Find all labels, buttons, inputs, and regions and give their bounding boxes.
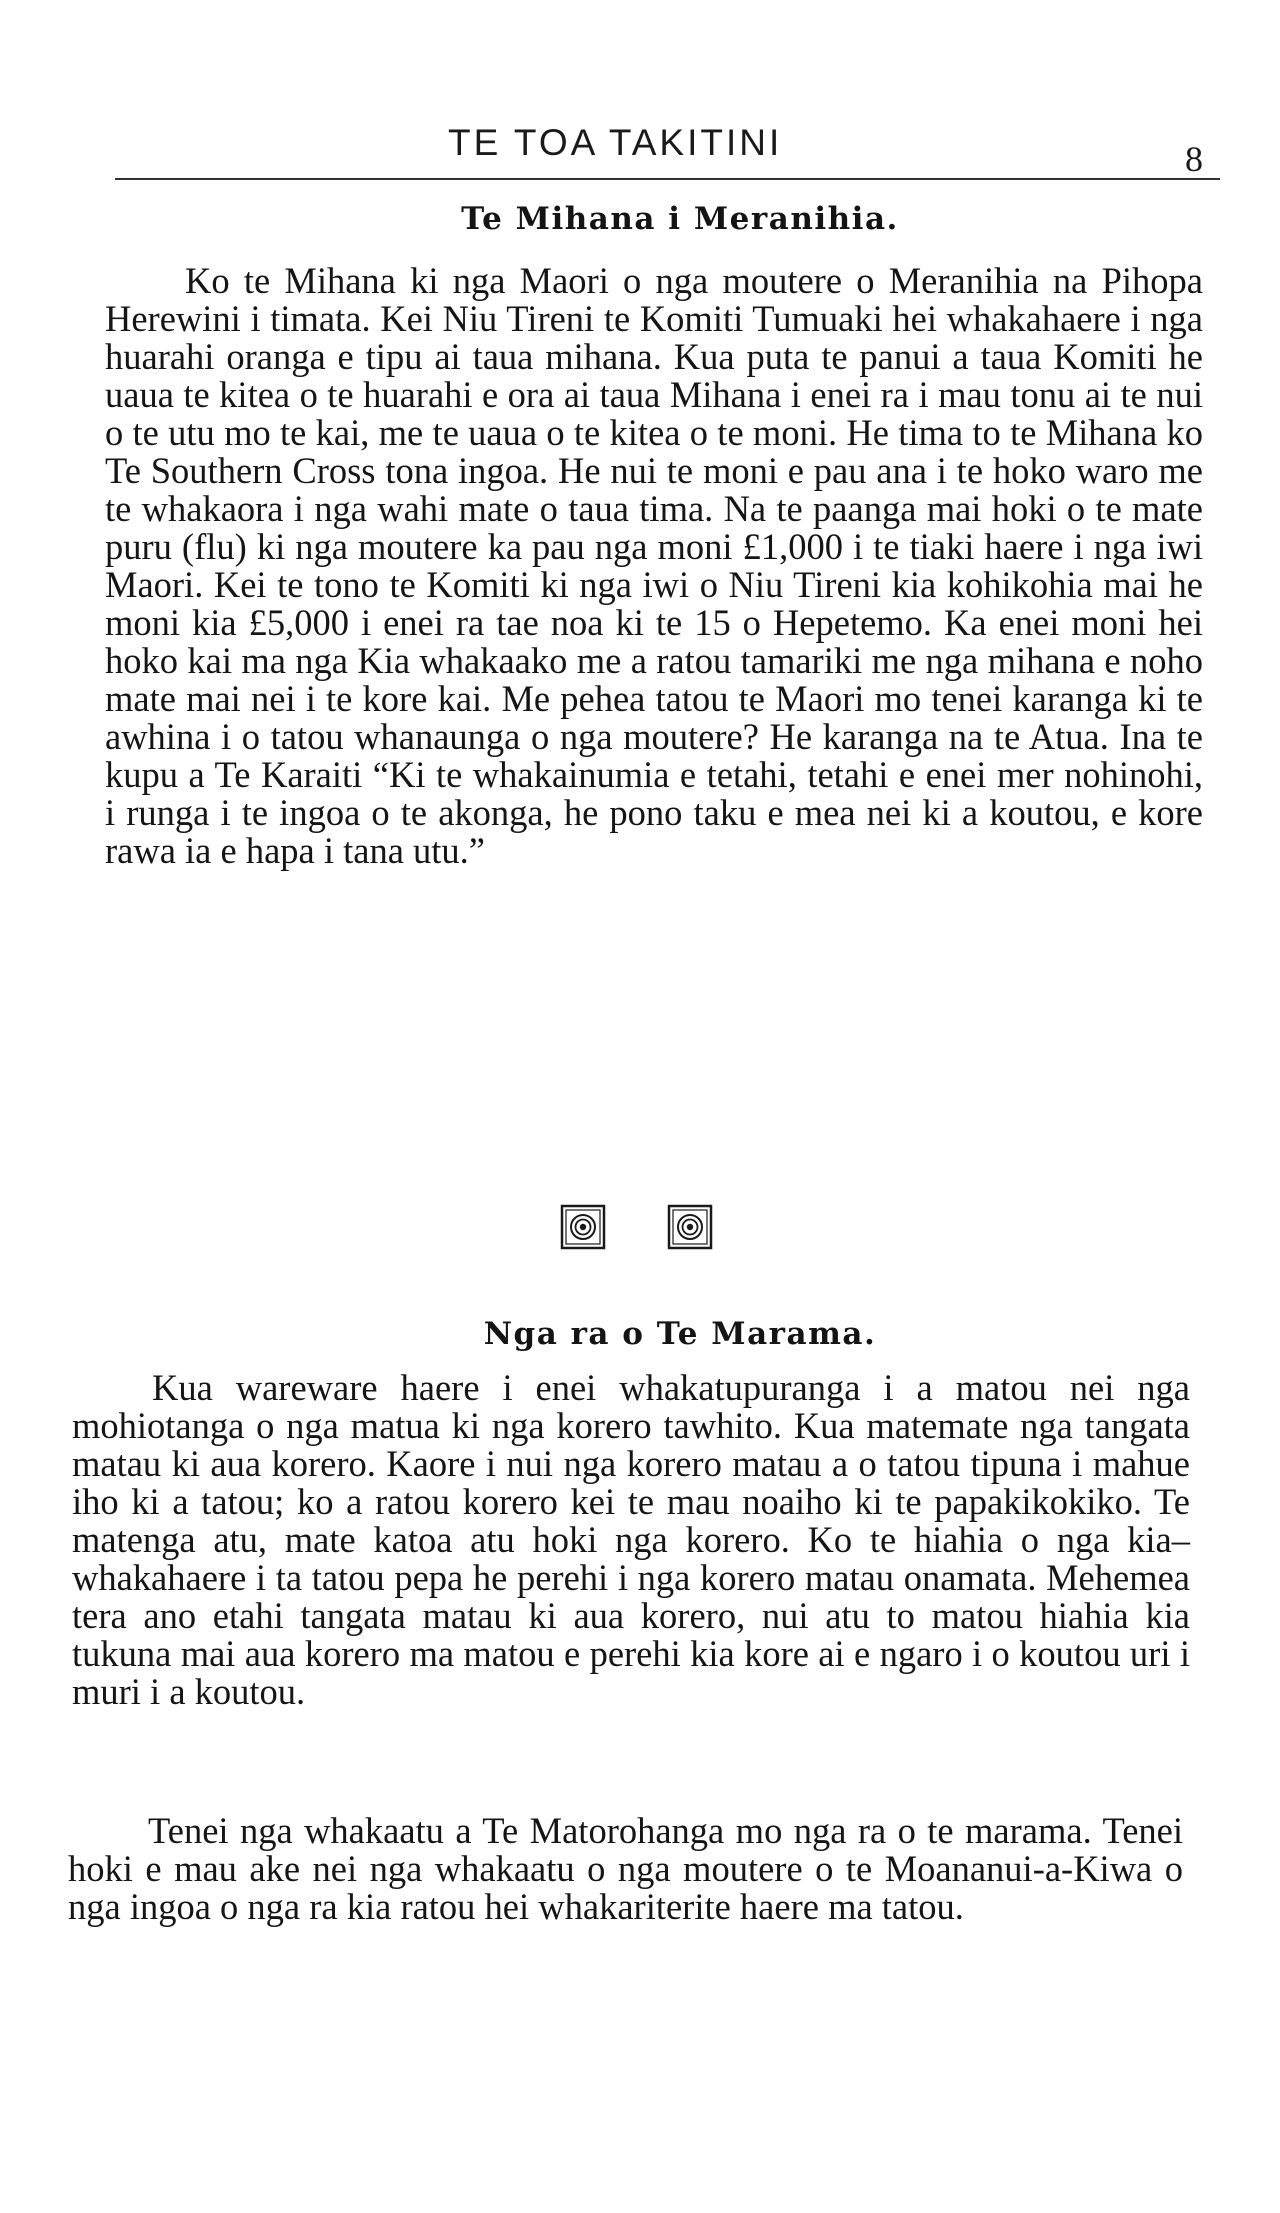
section-heading-nga-ra: Nga ra o Te Marama. (483, 1316, 877, 1352)
ornament-divider (560, 1204, 720, 1250)
page-number: 8 (1185, 139, 1203, 179)
paragraph-nga-ra-1: Kua wareware haere i enei whakatupuranga i a matou nei nga mohiotanga o nga matua ki nga korero tawhito. Kua matemate nga tangata matau ki aua korero. Kaore i nui nga korero matau a o tatou tipuna i mahue iho ki a tatou; ko a ratou korero kei te mau noaiho ki te papakikokiko. Te matenga atu, mate katoa atu hoki nga korero. Ko te hiahia o nga kia–whakahaere i ta tatou pepa he perehi i nga korero matau onamata. Mehemea tera ano etahi tangata matau ki aua korero, nui atu to matou hiahia kia tukuna mai aua korero ma matou e perehi kia kore ai e ngaro i o koutou uri i muri i a koutou. (72, 1367, 1190, 1712)
running-title: TE TOA TAKITINI (448, 122, 783, 163)
spiral-ornament-icon (560, 1204, 606, 1250)
header-rule (115, 178, 1220, 180)
section-heading-mihana: Te Mihana i Meranihia. (461, 201, 899, 237)
paragraph-nga-ra-2: Tenei nga whakaatu a Te Matorohanga mo nga ra o te marama. Tenei hoki e mau ake nei nga whakaatu o nga moutere o te Moananui-a-Kiwa o nga ingoa o nga ra kia ratou hei whakariterite haere ma tatou. (68, 1810, 1183, 1927)
paragraph-mihana: Ko te Mihana ki nga Maori o nga moutere o Meranihia na Pihopa Herewini i timata. Kei Niu Tireni te Komiti Tumuaki hei whakahaere i nga huarahi oranga e tipu ai taua mihana. Kua puta te panui a taua Komiti he uaua te kitea o te huarahi e ora ai taua Mihana i enei ra i mau tonu ai te nui o te utu mo te kai, me te uaua o te kitea o te moni. He tima to te Mihana ko Te Southern Cross tona ingoa. He nui te moni e pau ana i te hoko waro me te whakaora i nga wahi mate o taua tima. Na te paanga mai hoki o te mate puru (flu) ki nga moutere ka pau nga moni £1,000 i te tiaki haere i nga iwi Maori. Kei te tono te Komiti ki nga iwi o Niu Tireni kia kohikohia mai he moni kia £5,000 i enei ra tae noa ki te 15 o Hepetemo. Ka enei moni hei hoko kai ma nga Kia whakaako me a ratou tamariki me nga mihana e noho mate mai nei i te kore kai. Me pehea tatou te Maori mo tenei karanga ki te awhina i o tatou whanaunga o nga moutere? He karanga na te Atua. Ina te kupu a Te Karaiti “Ki te whakainumia e tetahi, tetahi e enei mer nohinohi, i runga i te ingoa o te akonga, he pono taku e mea nei ki a koutou, e kore rawa ia e hapa i tana utu.” (105, 260, 1203, 871)
spiral-ornament-icon (667, 1204, 713, 1250)
running-header (0, 122, 1280, 179)
